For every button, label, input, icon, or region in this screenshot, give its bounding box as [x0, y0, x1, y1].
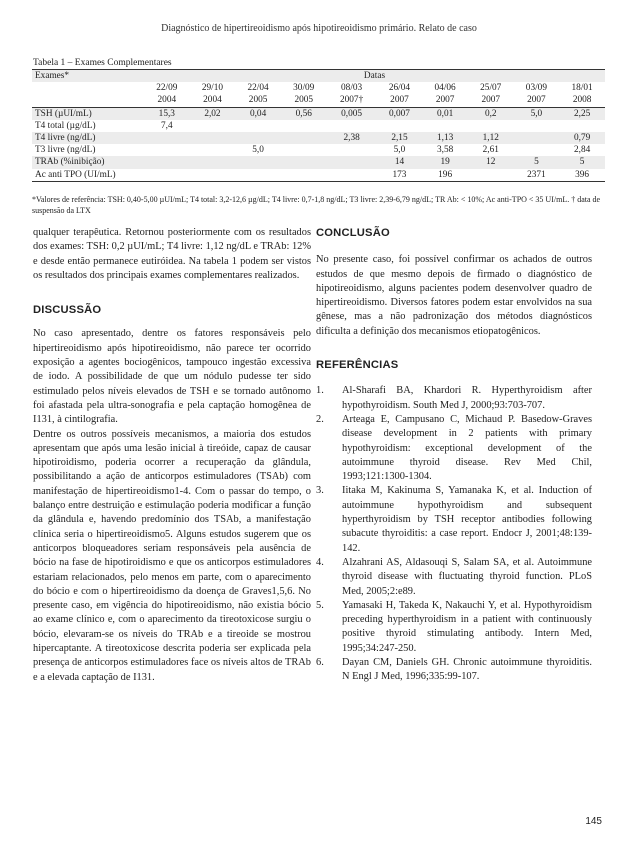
- page-number: 145: [585, 816, 602, 827]
- reference-number: 1.: [316, 385, 324, 397]
- table-cell: 0,01: [422, 107, 468, 120]
- date-year: 2007: [468, 94, 514, 107]
- table-cell: 14: [377, 156, 423, 168]
- reference-text: Arteaga E, Campusano C, Michaud P. Basedow-Graves disease development in 2 patients with primary hypothyroidism: exceptional development of the autoimmune thyroid disease. Rev Med Chil, 1993;121:1300-1304.: [342, 413, 592, 483]
- reference-number: 5.: [316, 599, 324, 611]
- references-heading: REFERÊNCIAS: [316, 359, 399, 372]
- table-cell: [190, 120, 236, 132]
- reference-text: Yamasaki H, Takeda K, Nakauchi Y, et al. Hypothyroidism preceding hyperthyroidism in a patient with continuously positive thyroid stimulating antibody. Intern Med, 1995;34:247-250.: [342, 599, 592, 654]
- exams-table: [32, 69, 605, 182]
- reference-item: [316, 556, 592, 599]
- table-cell: 2,15: [377, 132, 423, 144]
- row-label: TSH (µUI/mL): [32, 107, 144, 120]
- reference-item: [316, 384, 592, 413]
- date-day-month: 30/09: [293, 83, 315, 94]
- date-day-month: 29/10: [201, 83, 224, 94]
- table-cell: 2371: [514, 169, 560, 182]
- table-cell: [190, 169, 236, 182]
- table-cell: 0,56: [281, 107, 327, 120]
- date-year: 2005: [235, 94, 281, 107]
- table-header-row: [32, 70, 605, 83]
- table-cell: [281, 156, 327, 168]
- table-cell: [235, 120, 281, 132]
- date-year: 2007: [514, 94, 560, 107]
- table-row: [32, 169, 605, 182]
- date-day-month: 26/04: [388, 83, 411, 94]
- table-cell: 396: [559, 169, 605, 182]
- table-cell: [144, 156, 190, 168]
- date-day-month: 22/04: [247, 83, 269, 94]
- table-cell: 1,12: [468, 132, 514, 144]
- reference-item: [316, 599, 592, 656]
- reference-item: [316, 656, 592, 685]
- reference-text: Alzahrani AS, Aldasouqi S, Salam SA, et al. Autoimmune thyroid disease with fluctuating thyroid function. PLoS Med, 2005;2:e89.: [342, 556, 592, 597]
- table-cell: [514, 120, 560, 132]
- table-footnote-text: *Valores de referência: TSH: 0,40-5,00 µUI/mL; T4 total: 3,2-12,6 µg/dL; T4 livre: 0,7-1,8 ng/dL; T3 livre: 2,39-6,79 ng/dL; TR Ab: < 10%; Ac anti-TPO < 35 UI/mL. † data de suspensão da LTX: [32, 195, 601, 215]
- discussion-heading: DISCUSSÃO: [33, 304, 102, 317]
- table-caption: Tabela 1 – Exames Complementares: [33, 58, 172, 68]
- table-cell: [468, 169, 514, 182]
- date-year: 2007: [377, 94, 423, 107]
- table-cell: [235, 169, 281, 182]
- table-cell: 5,0: [393, 145, 406, 156]
- table-cell: [327, 120, 377, 132]
- date-year: 2008: [559, 94, 605, 107]
- table-cell: [190, 132, 236, 144]
- table-cell: [422, 120, 468, 132]
- row-label: T4 total (µg/dL): [35, 120, 96, 131]
- table-cell: 7,4: [161, 120, 173, 131]
- table-cell: [468, 120, 514, 132]
- table-cell: 2,84: [573, 145, 591, 156]
- discussion-paragraph-2: Dentre os outros possíveis mecanismos, a maioria dos estudos apresentam que após uma lesão inicial à tireóide, capaz de causar hipotiroidismo, poderia ocorrer a recuperação da glândula, possibilitando a ação de anticorpos estimuladores (TSAb) com manifestação de hipertireoidismo1-4. Com o passar do tempo, o balanço entre destruição e estimulação poderia modificar a função da glândula e, havendo predomínio dos TSAb, a manifestação clínica seria o hipertireoidismo5. Alguns estudos sugerem que os anticorpos bloqueadores seriam responsáveis pela ausência de bócio na fase de hipotiroidismo e que os anticorpos estimuladores estariam relacionados, pelo menos em parte, com o aparecimento do bócio e com o hipertireoidismo da doença de Graves1,5,6. No presente caso, em vigência do hipotireoidismo, não existia bócio ao exame clínico e, com o aparecimento da tireotoxicose surgiu o bócio, elevaram-se os níveis do TRAb e a tireoide se mostrou hipercaptante. A tireotoxicose descrita poderia ser explicada pela presença de anticorpos estimuladores face os níveis altos de TRAb e a elevada captação de I131.: [33, 428, 311, 683]
- table-cell: 2,38: [327, 132, 377, 144]
- table-cell: 3,58: [436, 145, 454, 156]
- right-column: [316, 226, 592, 685]
- table-cell: [144, 169, 190, 182]
- table-cell: 196: [422, 169, 468, 182]
- reference-number: 2.: [316, 413, 324, 425]
- date-year: 2007: [422, 94, 468, 107]
- left-column: [33, 226, 311, 685]
- table-cell: 2,61: [482, 145, 499, 156]
- running-head: Diagnóstico de hipertireoidismo após hipotireoidismo primário. Relato de caso: [161, 23, 477, 34]
- row-label: T3 livre (ng/dL): [35, 145, 96, 156]
- references-list: [316, 384, 592, 684]
- table-cell: [327, 144, 377, 156]
- table-row: [32, 107, 605, 120]
- table-cell: [281, 169, 327, 182]
- discussion-paragraph-1: No caso apresentado, dentre os fatores responsáveis pelo hipertireoidismo após hipotireoidismo, não parece ter ocorrido exposição a agentes bociogênicos, tampouco ingestão excessiva de iodo. A possibilidade de que um nódulo pudesse ter sido estimulado pelos níveis elevados de TSH e se tornado autônomo foi afastada pela ultra-sonografia e pela captação homogênea de I131, à cintilografia.: [33, 328, 311, 426]
- row-label: TRAb (%inibição): [32, 156, 144, 168]
- table-cell: [190, 156, 236, 168]
- date-year: 2004: [144, 94, 190, 107]
- table-cell: [559, 120, 605, 132]
- table-cell: 1,13: [422, 132, 468, 144]
- exams-table-wrapper: [32, 69, 605, 182]
- table-cell: 5,0: [252, 145, 264, 156]
- row-label: Ac anti TPO (UI/mL): [32, 169, 144, 182]
- dates-row-bottom: [32, 94, 605, 107]
- reference-item: [316, 484, 592, 555]
- table-cell: 5,0: [514, 107, 560, 120]
- table-cell: [144, 132, 190, 144]
- table-cell: [281, 120, 327, 132]
- conclusion-paragraph: No presente caso, foi possível confirmar os achados de outros estudos de que mesmo depois de firmado o diagnóstico de hipotireoidismo, alguns pacientes podem desenvolver quadro de hipertireoidismo. Diversos fatores podem estar envolvidos na sua gênese, mas a não padronização dos métodos diagnósticos dificulta a definição dos mecanismos etiopatogênicos.: [316, 254, 592, 337]
- table-cell: 173: [377, 169, 423, 182]
- table-cell: [190, 144, 236, 156]
- date-day-month: 22/09: [156, 83, 178, 94]
- reference-text: Dayan CM, Daniels GH. Chronic autoimmune thyroiditis. N Engl J Med, 1996;335:99-107.: [342, 657, 592, 683]
- table-cell: 2,02: [190, 107, 236, 120]
- date-year: 2005: [281, 94, 327, 107]
- table-cell: 19: [422, 156, 468, 168]
- table-cell: 15,3: [144, 107, 190, 120]
- table-cell: 5: [514, 156, 560, 168]
- table-cell: 12: [468, 156, 514, 168]
- table-row: [32, 132, 605, 144]
- table-cell: 0,79: [559, 132, 605, 144]
- date-day-month: 18/01: [571, 83, 593, 94]
- table-cell: [514, 144, 560, 156]
- table-cell: 2,25: [559, 107, 605, 120]
- column-label: Exames*: [32, 70, 144, 83]
- intro-paragraph: qualquer terapêutica. Retornou posteriormente com os resultados dos exames: TSH: 0,2 µUI/mL; T4 livre: 1,12 ng/dL e TRAb: 12% e desde então permanece eutiróidea. Na tabela 1 podem ser vistos os resultados dos principais exames complementares realizados.: [33, 227, 311, 281]
- date-day-month: 08/03: [341, 83, 363, 94]
- table-cell: [281, 132, 327, 144]
- conclusion-heading: CONCLUSÃO: [316, 227, 390, 239]
- date-year: 2007†: [327, 94, 377, 107]
- table-cell: 0,005: [327, 107, 377, 120]
- date-year: 2004: [190, 94, 236, 107]
- table-cell: [281, 144, 327, 156]
- table-cell: 0,2: [468, 107, 514, 120]
- table-cell: 0,007: [377, 107, 423, 120]
- table-cell: [144, 144, 190, 156]
- reference-number: 6.: [316, 657, 324, 669]
- table-cell: [327, 169, 377, 182]
- table-row: [32, 156, 605, 168]
- table-row: [32, 144, 605, 156]
- table-cell: [235, 156, 281, 168]
- date-day-month: 04/06: [434, 83, 456, 94]
- reference-item: [316, 413, 592, 484]
- table-cell: 0,04: [235, 107, 281, 120]
- table-cell: [514, 132, 560, 144]
- dates-row-top: [32, 82, 605, 94]
- table-cell: [235, 132, 281, 144]
- row-label: T4 livre (ng/dL): [32, 132, 144, 144]
- table-cell: [377, 120, 423, 132]
- table-cell: 5: [559, 156, 605, 168]
- table-row: [32, 120, 605, 132]
- date-day-month: 03/09: [525, 83, 547, 94]
- table-footnote: [32, 195, 607, 217]
- reference-text: Iitaka M, Kakinuma S, Yamanaka K, et al. Induction of autoimmune hypothyroidism and subsequent hyperthyroidism by TSH receptor antibodies following subacute thyroiditis: a case report. Endocr J, 2001;48:139-142.: [342, 485, 592, 554]
- reference-text: Al-Sharafi BA, Khardori R. Hyperthyroidism after hypothyroidism. South Med J, 2000;93:703-707.: [342, 385, 592, 411]
- reference-number: 4.: [316, 556, 324, 568]
- reference-number: 3.: [316, 485, 324, 497]
- group-label: Datas: [144, 70, 605, 83]
- date-day-month: 25/07: [480, 83, 502, 94]
- table-cell: [327, 156, 377, 168]
